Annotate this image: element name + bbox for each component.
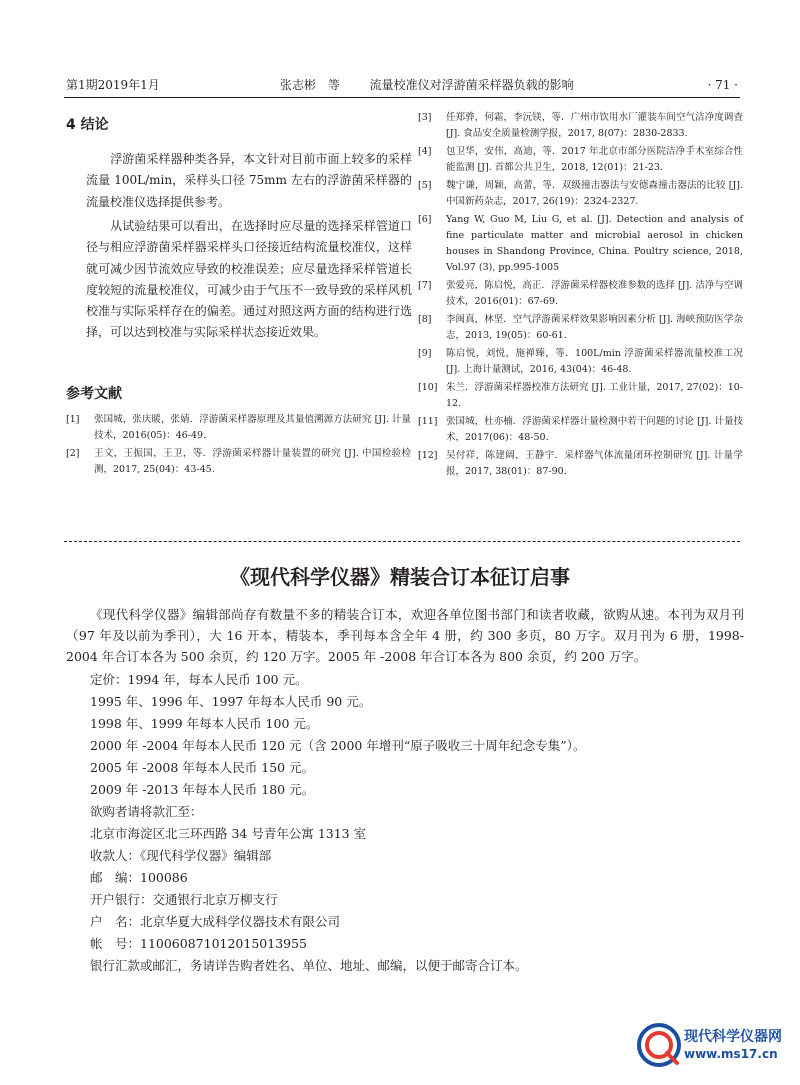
conclusion-heading: 4 结论 (66, 117, 109, 133)
reference-item (418, 110, 743, 142)
header-issue: 第1期2019年1月 (66, 78, 160, 92)
conclusion-paragraph-1-text: 浮游菌采样器种类各异，本文针对目前市面上较多的采样流量 100L/min，采样头口径 75mm 左右的浮游菌采样器的流量校准仪选择提供参考。 (86, 152, 412, 209)
references-right-column (418, 110, 743, 482)
reference-item (418, 278, 743, 310)
reference-item (418, 448, 743, 480)
notice-body (66, 604, 744, 977)
notice-line: 收款人：《现代科学仪器》编辑部 (90, 848, 272, 863)
reference-number: [2] (66, 448, 80, 459)
logo-name: 现代科学仪器网 (684, 1029, 782, 1045)
reference-number: [1] (66, 414, 80, 425)
reference-item (418, 346, 743, 378)
reference-item (418, 414, 743, 446)
notice-line: 1998 年、1999 年每本人民币 100 元。 (90, 716, 319, 731)
notice-line: 帐 号：110060871012015013955 (90, 936, 308, 951)
reference-text: 吴付祥，陈建阔，王静宇．采样器气体流量闭环控制研究 [J]. 计量学报，2017, 38(01)：87-90. (446, 450, 743, 477)
notice-line: 北京市海淀区北三环西路 34 号青年公寓 1313 室 (90, 826, 367, 841)
reference-number: [6] (418, 214, 432, 225)
notice-line: 2000 年 -2004 年每本人民币 120 元（含 2000 年增刊“原子吸收三十周年纪念专集”）。 (90, 738, 586, 753)
reference-number: [4] (418, 146, 432, 157)
conclusion-paragraph-2-text: 从试验结果可以看出，在选择时应尽量的选择采样管道口径与相应浮游菌采样器采样头口径接近结构流量校准仪，这样就可减少因节流效应导致的校准误差；应尽量选择采样管道长度较短的流量校准仪，可减少由于气压不一致导致的采样风机校准与实际采样存在的偏差。通过对照这两方面的结构进行选择，可以达到校准与实际采样状态接近效果。 (86, 219, 412, 340)
reference-text: 张爱亮，陈启悦，高正．浮游菌采样器校准参数的选择 [J]. 洁净与空调技术，2016(01)：67-69. (446, 280, 743, 307)
reference-text: 李闽真，林坚．空气浮游菌采样效果影响因素分析 [J]. 海峡预防医学杂志，2013, 19(05)：60-61. (446, 314, 743, 341)
references-left-column (66, 412, 411, 480)
header-page-number: · 71 · (707, 78, 738, 92)
notice-line: 1995 年、1996 年、1997 年每本人民币 90 元。 (90, 694, 372, 709)
header-authors: 张志彬 等 (280, 78, 341, 92)
notice-title: 《现代科学仪器》精装合订本征订启事 (230, 565, 570, 589)
reference-text: 包卫华，安伟，高迪，等．2017 年北京市部分医院洁净手术室综合性能监测 [J]. 首都公共卫生，2018, 12(01)：21-23. (446, 146, 743, 173)
notice-line: 银行汇款或邮汇，务请详告购者姓名、单位、地址、邮编，以便于邮寄合订本。 (90, 958, 528, 973)
notice-line: 户 名：北京华夏大成科学仪器技术有限公司 (90, 914, 341, 929)
notice-line: 2009 年 -2013 年每本人民币 180 元。 (90, 782, 315, 797)
conclusion-paragraph-2 (86, 216, 412, 344)
reference-item (418, 312, 743, 344)
reference-item (418, 212, 743, 276)
reference-item (418, 144, 743, 176)
references-heading: 参考文献 (66, 386, 122, 402)
reference-text: 张国城，杜亦楠．浮游菌采样器计量检测中若干问题的讨论 [J]. 计量技术，2017(06)：48-50. (446, 416, 743, 443)
reference-number: [12] (418, 450, 438, 461)
notice-line: 2005 年 -2008 年每本人民币 150 元。 (90, 760, 315, 775)
reference-number: [10] (418, 382, 438, 393)
reference-item (66, 412, 411, 444)
reference-number: [11] (418, 416, 438, 427)
header-title: 流量校准仪对浮游菌采样器负载的影响 (369, 78, 574, 92)
reference-text: 朱兰．浮游菌采样器校准方法研究 [J]. 工业计量，2017, 27(02)：10-12. (446, 382, 743, 409)
conclusion-paragraph-1 (86, 149, 412, 213)
notice-line: 邮 编：100086 (90, 870, 188, 885)
reference-number: [9] (418, 348, 432, 359)
reference-item (418, 178, 743, 210)
reference-number: [7] (418, 280, 432, 291)
notice-line: 欲购者请将款汇至： (90, 804, 203, 819)
logo-url: www.ms17.cn (684, 1047, 778, 1061)
header-rule (64, 97, 740, 98)
reference-number: [3] (418, 112, 432, 123)
section-divider (64, 541, 740, 542)
logo-mark-icon (636, 1022, 682, 1068)
notice-line: 定价：1994 年，每本人民币 100 元。 (90, 672, 308, 687)
reference-item (418, 380, 743, 412)
reference-number: [5] (418, 180, 432, 191)
site-logo (636, 1020, 786, 1072)
reference-text: 王文，王振国，王卫，等．浮游菌采样器计量装置的研究 [J]. 中国检验检测，2017, 25(04)：43-45. (94, 448, 411, 475)
reference-text: 张国城，张庆暖，张婧．浮游菌采样器原理及其量值溯源方法研究 [J]. 计量技术，2016(05)：46-49. (94, 414, 411, 441)
reference-text: Yang W, Guo M, Liu G, et al. [J]. Detection and analysis of fine particulate matter and microbial aerosol in chicken houses in Shandong Province, China. Poultry science, 2018, Vol.97 (3), pp.995-1005 (446, 214, 743, 273)
header-article (280, 78, 574, 92)
reference-item (66, 446, 411, 478)
notice-intro: 《现代科学仪器》编辑部尚存有数量不多的精装合订本，欢迎各单位图书部门和读者收藏，欲购从速。本刊为双月刊（97 年及以前为季刊），大 16 开本，精装本，季刊每本含全年 4 册，约 300 多页，80 万字。双月刊为 6 册，1998-2004 年合订本各为 500 余页，约 120 万字。2005 年 -2008 年合订本各为 800 余页，约 200 万字。 (66, 607, 744, 664)
reference-text: 魏宁谦，周颖，高蕾，等．双级撞击器法与安德森撞击器法的比较 [J]. 中国新药杂志，2017, 26(19)：2324-2327. (446, 180, 743, 207)
reference-text: 陈启悦，刘悦，施禅臻，等．100L/min 浮游菌采样器流量校准工况 [J]. 上海计量测试，2016, 43(04)：46-48. (446, 348, 743, 375)
notice-line: 开户银行：交通银行北京万柳支行 (90, 892, 278, 907)
reference-number: [8] (418, 314, 432, 325)
reference-text: 任郑骅，何霜，李沅镁，等．广州市饮用水厂灌装车间空气洁净度调查 [J]. 食品安全质量检测学报，2017, 8(07)：2830-2833. (446, 112, 743, 139)
